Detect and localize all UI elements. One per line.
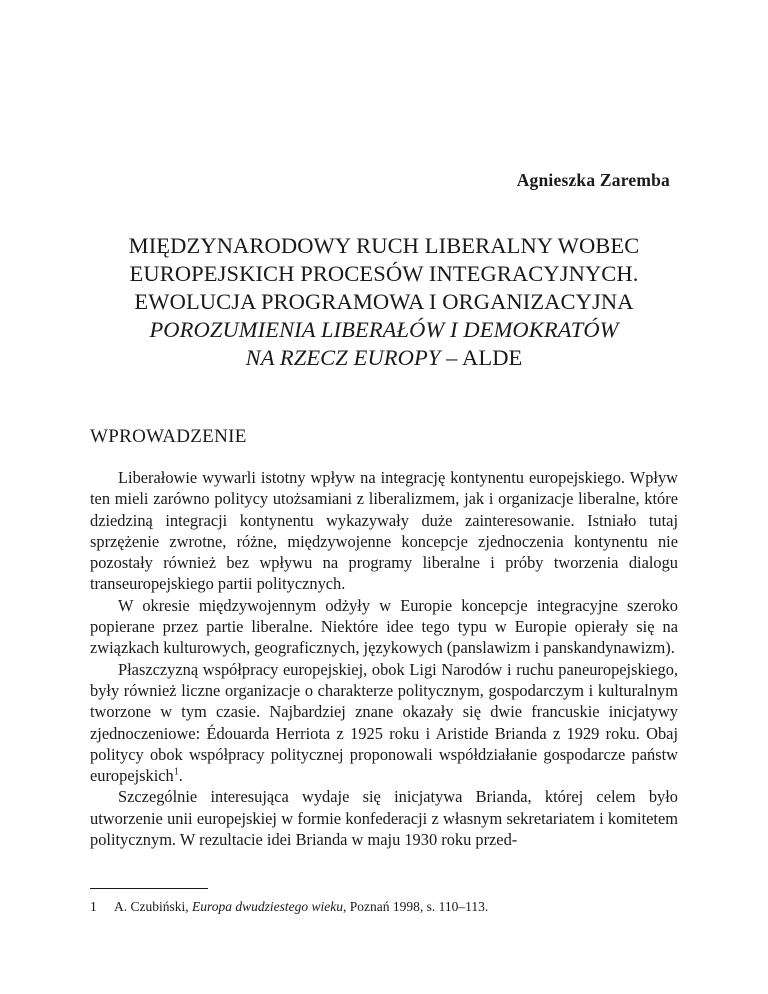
footnote-author: A. Czubiński, [114, 899, 193, 914]
title-acronym: – ALDE [440, 345, 523, 370]
author-name: Agnieszka Zaremba [516, 170, 670, 190]
paragraph-3-text: Płaszczyzną współpracy europejskiej, obok Ligi Narodów i ruchu paneuropejskiego, były również liczne organizacje o charakterze politycznym, gospodarczym i kulturalnym tworzone w tym czasie. Najbardziej znane okazały się dwie francuskie inicjatywy zjednoczeniowe: Édouarda Herriota z 1925 roku i Aristide Brianda z 1929 roku. Obaj politycy obok współpracy politycznej proponowali współdziałanie gospodarcze państw europejskich [90, 659, 678, 786]
title-line-3: EWOLUCJA PROGRAMOWA I ORGANIZACYJNA [134, 289, 634, 314]
title-line-5 [78, 344, 690, 372]
footnote-number: 1 [90, 899, 97, 914]
footnote-citation: , Poznań 1998, s. 110–113. [343, 899, 489, 914]
article-title [78, 232, 690, 372]
title-italic-europe: NA RZECZ EUROPY [245, 345, 441, 370]
paragraph-2: W okresie międzywojennym odżyły w Europie koncepcje integracyjne szeroko popierane przez partie liberalne. Niektóre idee tego typu w Europie opierały się na związkach kulturowych, geograficznych, językowych (panslawizm i panskandynawizm). [90, 595, 678, 658]
title-italic-organization: POROZUMIENIA LIBERAŁÓW I DEMOKRATÓW [149, 317, 619, 342]
title-line-4 [78, 316, 690, 344]
footnote-book-title: Europa dwudziestego wieku [192, 899, 344, 914]
footnote-divider [90, 888, 208, 889]
body-text [90, 467, 678, 850]
paragraph-1: Liberałowie wywarli istotny wpływ na integrację kontynentu europejskiego. Wpływ ten mieli zarówno politycy utożsamiani z liberalizmem, jak i organizacje liberalne, które dziedziną integracji kontynentu wykazywały duże zainteresowanie. Istniało tutaj sprzężenie zwrotne, różne, międzywojenne koncepcje zjednoczenia kontynentu nie pozostały również bez wpływu na programy liberalne i próby tworzenia dialogu transeuropejskiego partii politycznych. [90, 468, 678, 594]
title-line-1: MIĘDZYNARODOWY RUCH LIBERALNY WOBEC [128, 233, 640, 258]
title-line-2: EUROPEJSKICH PROCESÓW INTEGRACYJNYCH. [129, 261, 639, 286]
footnote-reference: 1 [173, 766, 179, 778]
paragraph-4: Szczególnie interesująca wydaje się inicjatywa Brianda, której celem było utworzenie unii europejskiej w formie konfederacji z własnym sekretariatem i komitetem politycznym. W rezultacie idei Brianda w maju 1930 roku przed- [90, 787, 678, 850]
paragraph-3 [90, 659, 678, 787]
paragraph-3-end: . [178, 766, 183, 786]
section-heading: WPROWADZENIE [90, 426, 247, 447]
footnote [90, 898, 678, 915]
